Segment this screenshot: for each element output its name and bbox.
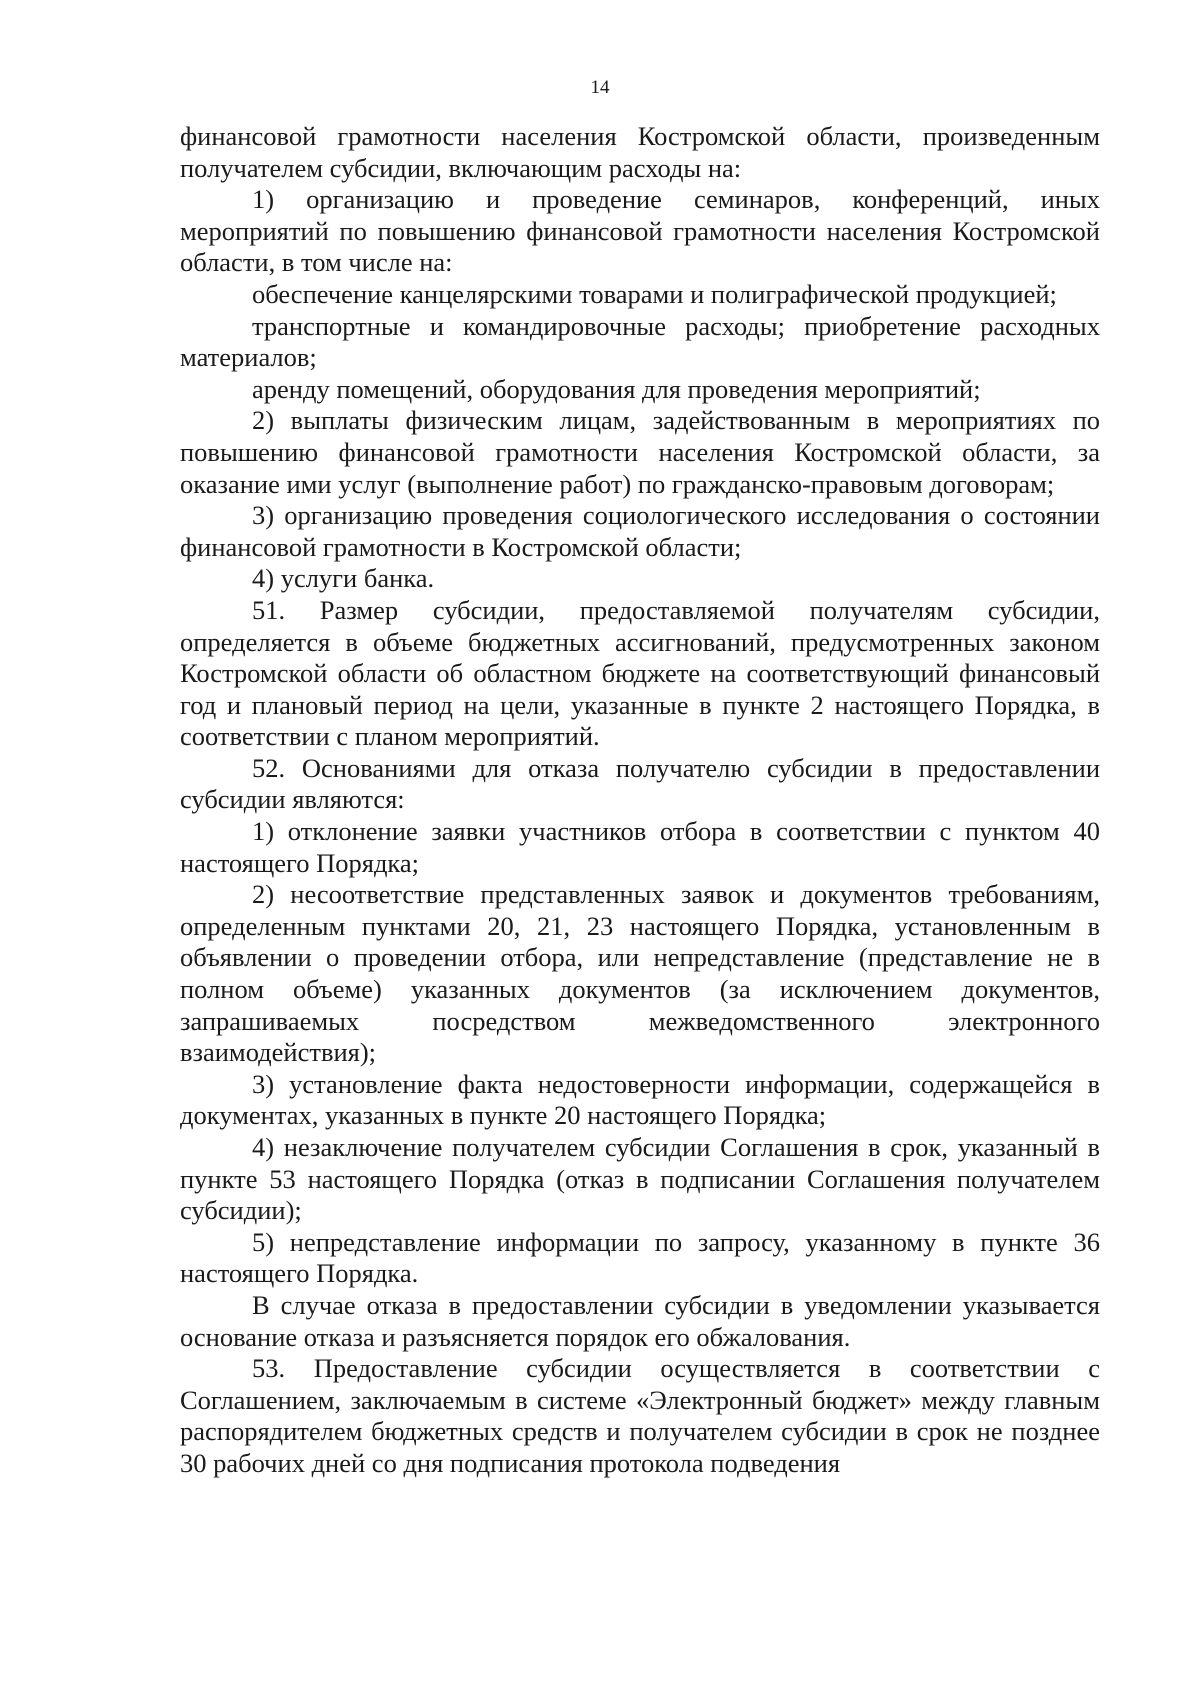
paragraph-refusal-notice: В случае отказа в предоставлении субсидии в уведомлении указывается основание отказа и разъясняется порядок его обжалования. <box>180 1289 1100 1352</box>
paragraph-item-3: 3) организацию проведения социологического исследования о состоянии финансовой грамотности в Костромской области; <box>180 500 1100 562</box>
paragraph-clause-52-item-1: 1) отклонение заявки участников отбора в соответствии с пунктом 40 настоящего Порядка; <box>180 816 1100 878</box>
paragraph-clause-52-item-2: 2) несоответствие представленных заявок и документов требованиям, определенным пунктами 20, 21, 23 настоящего Порядка, установленным в объявлении о проведении отбора, или непредставление (представление не в полном объеме) указанных документов (за исключением документов, запрашиваемых посредством межведомственного электронного взаимодействия); <box>180 879 1100 1068</box>
paragraph-clause-52-item-5: 5) непредставление информации по запросу, указанному в пункте 36 настоящего Порядка. <box>180 1226 1100 1289</box>
paragraph-continuation: финансовой грамотности населения Костромской области, произведенным получателем субсидии, включающим расходы на: <box>180 121 1100 183</box>
paragraph-clause-51: 51. Размер субсидии, предоставляемой получателям субсидии, определяется в объеме бюджетных ассигнований, предусмотренных законом Костромской области об областном бюджете на соответствующий финансовый год и плановый период на цели, указанные в пункте 2 настоящего Порядка, в соответствии с планом мероприятий. <box>180 594 1100 752</box>
paragraph-clause-53: 53. Предоставление субсидии осуществляется в соответствии с Соглашением, заключаемым в системе «Электронный бюджет» между главным распорядителем бюджетных средств и получателем субсидии в срок не позднее 30 рабочих дней со дня подписания протокола подведения <box>180 1353 1100 1478</box>
paragraph-clause-52-item-3: 3) установление факта недостоверности информации, содержащейся в документах, указанных в пункте 20 настоящего Порядка; <box>180 1068 1100 1131</box>
paragraph-item-1: 1) организацию и проведение семинаров, конференций, иных мероприятий по повышению финансовой грамотности населения Костромской области, в том числе на: <box>180 184 1100 278</box>
paragraph-clause-52: 52. Основаниями для отказа получателю субсидии в предоставлении субсидии являются: <box>180 752 1100 815</box>
paragraph-clause-52-item-4: 4) незаключение получателем субсидии Соглашения в срок, указанный в пункте 53 настоящего Порядка (отказ в подписании Соглашения получателем субсидии); <box>180 1132 1100 1226</box>
document-body <box>180 121 1100 1480</box>
paragraph-item-4: 4) услуги банка. <box>252 563 435 594</box>
page-number: 14 <box>590 77 610 98</box>
paragraph-subitem-rent: аренду помещений, оборудования для проведения мероприятий; <box>252 373 981 404</box>
paragraph-subitem-transport: транспортные и командировочные расходы; приобретение расходных материалов; <box>180 310 1100 373</box>
paragraph-item-2: 2) выплаты физическим лицам, задействованным в мероприятиях по повышению финансовой грамотности населения Костромской области, за оказание ими услуг (выполнение работ) по гражданско-правовым договорам; <box>180 405 1100 499</box>
paragraph-subitem-office-supplies: обеспечение канцелярскими товарами и полиграфической продукцией; <box>252 278 1057 309</box>
